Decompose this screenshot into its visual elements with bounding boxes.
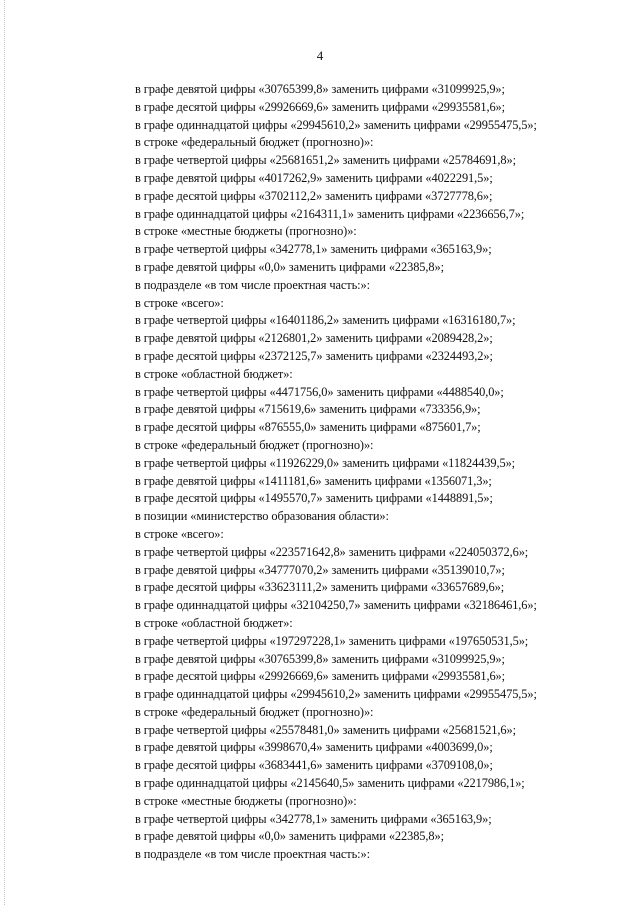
text-line: в строке «федеральный бюджет (прогнозно)»: xyxy=(135,437,374,452)
text-line: в графе девятой цифры «30765399,8» заменить цифрами «31099925,9»; xyxy=(135,651,505,666)
text-line: в графе одиннадцатой цифры «2145640,5» заменить цифрами «2217986,1»; xyxy=(135,776,525,791)
text-line: в графе девятой цифры «4017262,9» заменить цифрами «4022291,5»; xyxy=(135,170,493,185)
text-line: в подразделе «в том числе проектная часть:»: xyxy=(135,847,370,862)
text-line: в графе одиннадцатой цифры «32104250,7» заменить цифрами «32186461,6»; xyxy=(135,598,537,613)
text-line: в строке «местные бюджеты (прогнозно)»: xyxy=(135,793,357,808)
text-line: в графе четвертой цифры «25681651,2» заменить цифрами «25784691,8»; xyxy=(135,153,516,168)
text-line: в графе четвертой цифры «342778,1» заменить цифрами «365163,9»; xyxy=(135,811,492,826)
text-line: в строке «федеральный бюджет (прогнозно)»: xyxy=(135,704,374,719)
text-line: в графе одиннадцатой цифры «2164311,1» заменить цифрами «2236656,7»; xyxy=(135,206,525,221)
text-line: в графе девятой цифры «30765399,8» заменить цифрами «31099925,9»; xyxy=(135,82,505,96)
text-line: в графе одиннадцатой цифры «29945610,2» заменить цифрами «29955475,5»; xyxy=(135,687,537,702)
page-number: 4 xyxy=(316,48,324,63)
text-line: в графе девятой цифры «715619,6» заменить цифрами «733356,9»; xyxy=(135,402,481,417)
text-line: в графе девятой цифры «34777070,2» заменить цифрами «35139010,7»; xyxy=(135,562,505,577)
text-line: в графе четвертой цифры «197297228,1» заменить цифрами «197650531,5»; xyxy=(135,633,529,648)
text-line: в графе девятой цифры «0,0» заменить цифрами «22385,8»; xyxy=(135,259,444,274)
text-line: в графе четвертой цифры «4471756,0» заменить цифрами «4488540,0»; xyxy=(135,384,504,399)
scan-edge-mark xyxy=(4,0,5,905)
text-line: в графе четвертой цифры «342778,1» заменить цифрами «365163,9»; xyxy=(135,242,492,257)
text-line: в позиции «министерство образования области»: xyxy=(135,509,389,524)
text-line: в графе десятой цифры «876555,0» заменить цифрами «875601,7»; xyxy=(135,420,481,435)
text-line: в строке «всего»: xyxy=(135,295,224,310)
text-line: в графе десятой цифры «29926669,6» заменить цифрами «29935581,6»; xyxy=(135,99,505,114)
text-line: в графе десятой цифры «29926669,6» заменить цифрами «29935581,6»; xyxy=(135,669,505,684)
text-line: в строке «областной бюджет»: xyxy=(135,615,293,630)
amendment-text xyxy=(135,81,595,864)
text-line: в графе десятой цифры «3683441,6» заменить цифрами «3709108,0»; xyxy=(135,758,493,773)
text-line: в графе девятой цифры «0,0» заменить цифрами «22385,8»; xyxy=(135,829,444,844)
text-line: в строке «областной бюджет»: xyxy=(135,366,293,381)
text-line: в графе десятой цифры «3702112,2» заменить цифрами «3727778,6»; xyxy=(135,188,493,203)
text-line: в графе десятой цифры «2372125,7» заменить цифрами «2324493,2»; xyxy=(135,348,493,363)
text-line: в графе девятой цифры «2126801,2» заменить цифрами «2089428,2»; xyxy=(135,331,493,346)
text-line: в графе девятой цифры «3998670,4» заменить цифрами «4003699,0»; xyxy=(135,740,493,755)
text-line: в подразделе «в том числе проектная часть:»: xyxy=(135,277,370,292)
text-line: в строке «местные бюджеты (прогнозно)»: xyxy=(135,224,357,239)
text-line: в строке «федеральный бюджет (прогнозно)»: xyxy=(135,135,374,150)
text-line: в графе одиннадцатой цифры «29945610,2» заменить цифрами «29955475,5»; xyxy=(135,117,537,132)
text-line: в графе четвертой цифры «223571642,8» заменить цифрами «224050372,6»; xyxy=(135,544,529,559)
text-line: в графе десятой цифры «33623111,2» заменить цифрами «33657689,6»; xyxy=(135,580,505,595)
text-line: в графе четвертой цифры «11926229,0» заменить цифрами «11824439,5»; xyxy=(135,455,516,470)
text-line: в строке «всего»: xyxy=(135,526,224,541)
text-line: в графе четвертой цифры «16401186,2» заменить цифрами «16316180,7»; xyxy=(135,313,516,328)
text-line: в графе девятой цифры «1411181,6» заменить цифрами «1356071,3»; xyxy=(135,473,492,488)
text-line: в графе десятой цифры «1495570,7» заменить цифрами «1448891,5»; xyxy=(135,491,493,506)
text-line: в графе четвертой цифры «25578481,0» заменить цифрами «25681521,6»; xyxy=(135,722,516,737)
